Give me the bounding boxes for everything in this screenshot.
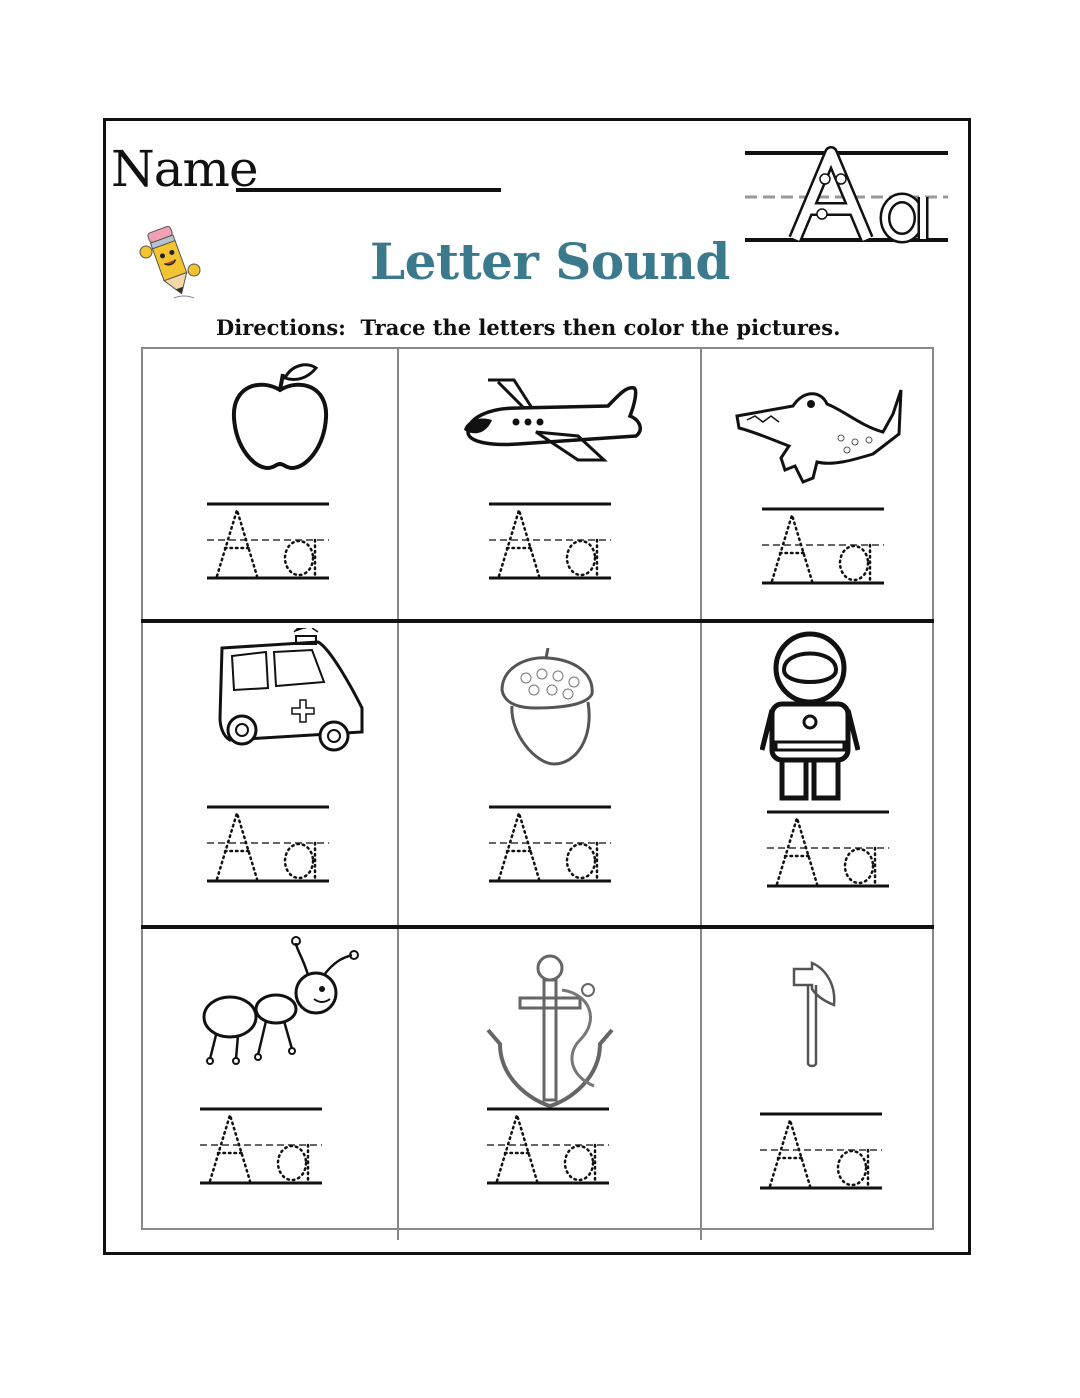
- trace-aa-3[interactable]: [762, 505, 887, 590]
- ant-icon: [196, 935, 366, 1070]
- alligator-icon: [733, 370, 903, 490]
- astronaut-icon: [760, 630, 860, 810]
- axe-icon: [790, 955, 840, 1070]
- tracing-example-aa: [745, 145, 950, 247]
- trace-aa-7[interactable]: [200, 1105, 325, 1190]
- acorn-icon: [496, 648, 606, 773]
- trace-aa-6[interactable]: [767, 808, 892, 893]
- ambulance-icon: [212, 628, 372, 763]
- name-label: Name: [111, 140, 258, 198]
- pencil-mascot-icon: [134, 222, 204, 302]
- name-input-line[interactable]: [236, 188, 501, 192]
- trace-aa-5[interactable]: [489, 803, 614, 888]
- trace-aa-8[interactable]: [487, 1105, 612, 1190]
- trace-aa-2[interactable]: [489, 500, 614, 585]
- trace-aa-1[interactable]: [207, 500, 332, 585]
- page-title: Letter Sound: [370, 232, 730, 291]
- trace-aa-9[interactable]: [760, 1110, 885, 1195]
- trace-aa-4[interactable]: [207, 803, 332, 888]
- directions-text: Directions: Trace the letters then color the pictures.: [216, 315, 841, 340]
- apple-icon: [220, 360, 340, 475]
- anchor-icon: [480, 950, 620, 1115]
- airplane-icon: [458, 376, 648, 466]
